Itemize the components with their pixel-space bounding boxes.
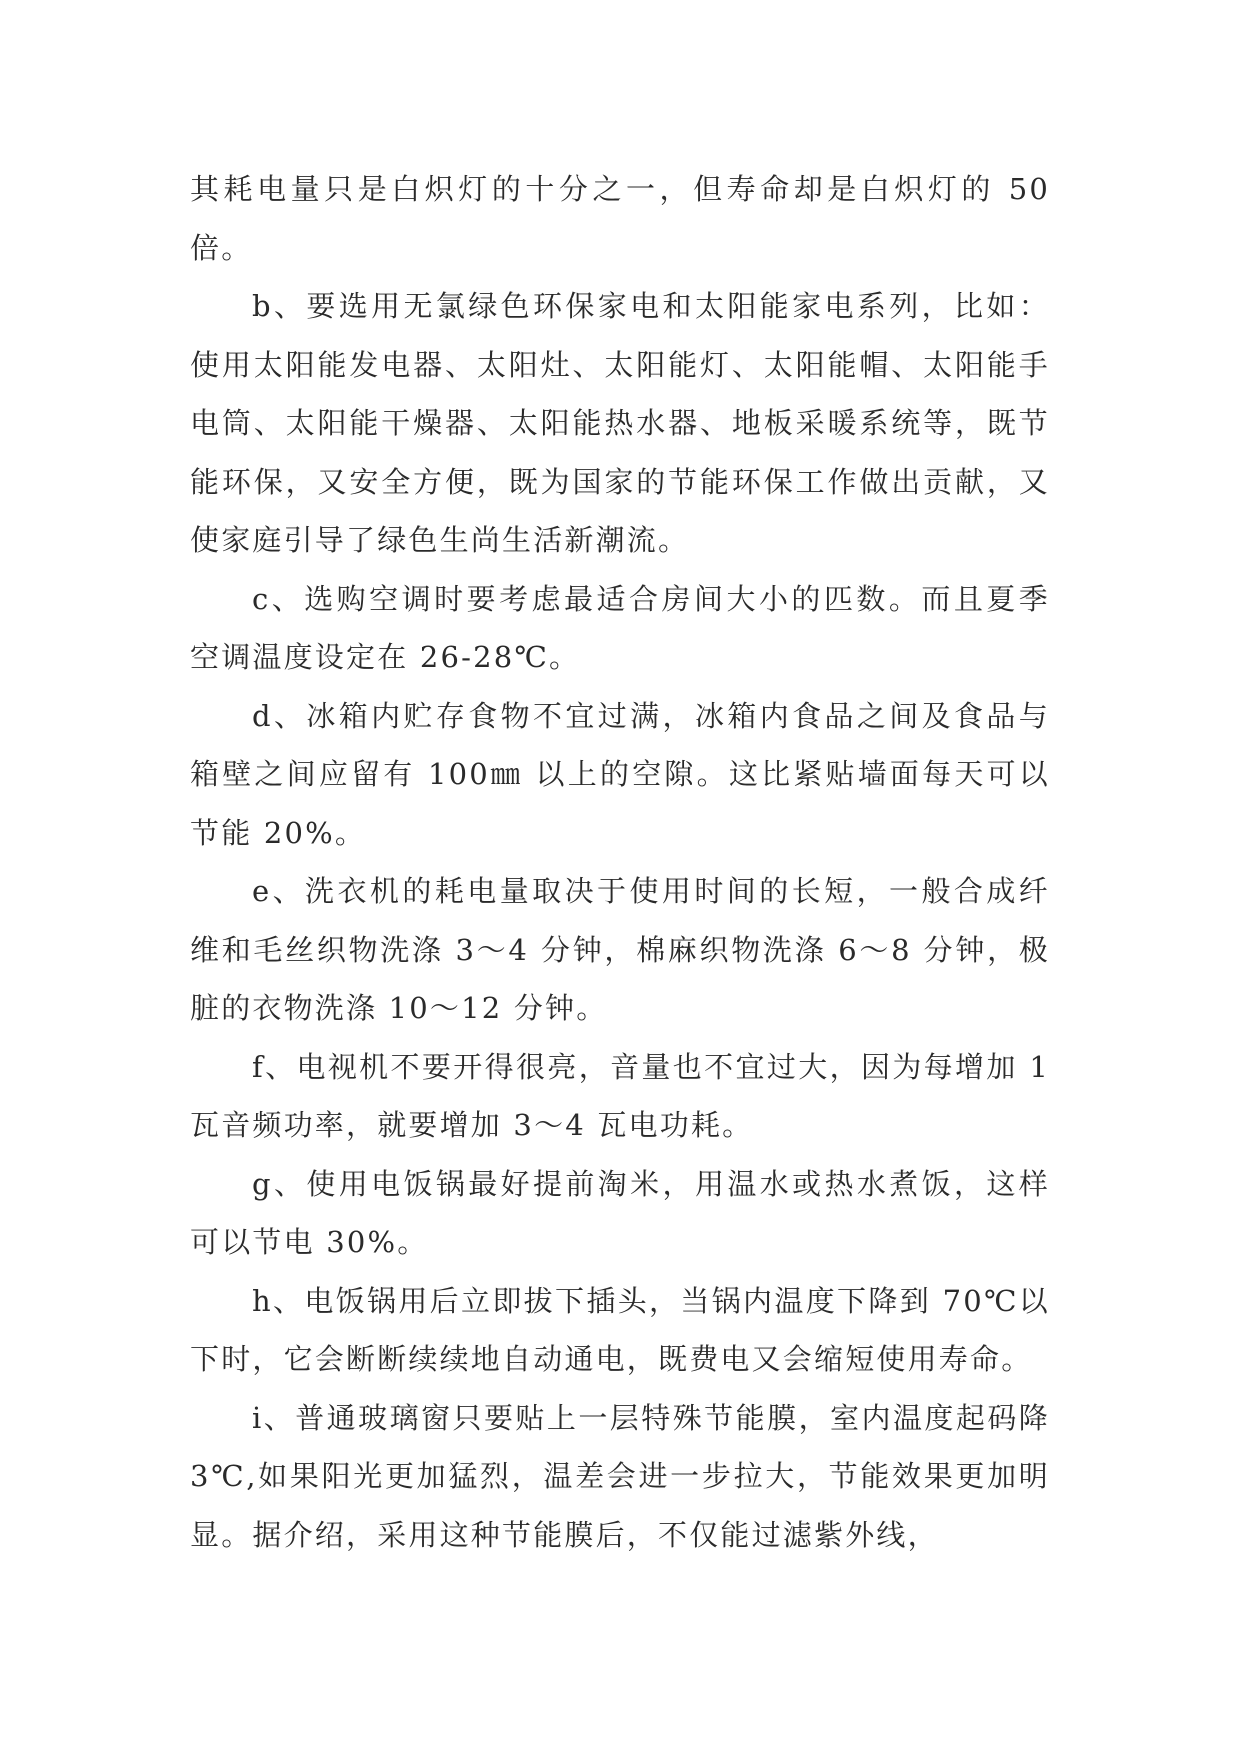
- paragraph-c-air-conditioner: c、选购空调时要考虑最适合房间大小的匹数。而且夏季空调温度设定在 26-28℃。: [190, 581, 1050, 674]
- paragraph-h-rice-cooker-unplug: h、电饭锅用后立即拔下插头，当锅内温度下降到 70℃以下时，它会断断续续地自动通电，既费电又会缩短使用寿命。: [190, 1283, 1050, 1376]
- document-body: [190, 160, 1050, 1564]
- paragraph-g-rice-cooker: g、使用电饭锅最好提前淘米，用温水或热水煮饭，这样可以节电 30%。: [190, 1166, 1050, 1259]
- paragraph-e-washing-machine: e、洗衣机的耗电量取决于使用时间的长短，一般合成纤维和毛丝织物洗涤 3～4 分钟，棉麻织物洗涤 6～8 分钟，极脏的衣物洗涤 10～12 分钟。: [190, 874, 1050, 1025]
- paragraph-f-television: f、电视机不要开得很亮，音量也不宜过大，因为每增加 1 瓦音频功率，就要增加 3～4 瓦电功耗。: [190, 1049, 1050, 1142]
- paragraph-continued: 其耗电量只是白炽灯的十分之一，但寿命却是白炽灯的 50 倍。: [190, 172, 1050, 265]
- paragraph-d-refrigerator: d、冰箱内贮存食物不宜过满，冰箱内食品之间及食品与箱壁之间应留有 100㎜ 以上的空隙。这比紧贴墙面每天可以节能 20%。: [190, 698, 1050, 850]
- paragraph-b-green-appliances: b、要选用无氯绿色环保家电和太阳能家电系列，比如：使用太阳能发电器、太阳灶、太阳能灯、太阳能帽、太阳能手电筒、太阳能干燥器、太阳能热水器、地板采暖系统等，既节能环保，又安全方便，既为国家的节能环保工作做出贡献，又使家庭引导了绿色生尚生活新潮流。: [190, 289, 1050, 557]
- paragraph-i-window-film: i、普通玻璃窗只要贴上一层特殊节能膜，室内温度起码降 3℃,如果阳光更加猛烈，温差会进一步拉大，节能效果更加明显。据介绍，采用这种节能膜后，不仅能过滤紫外线，: [190, 1400, 1050, 1552]
